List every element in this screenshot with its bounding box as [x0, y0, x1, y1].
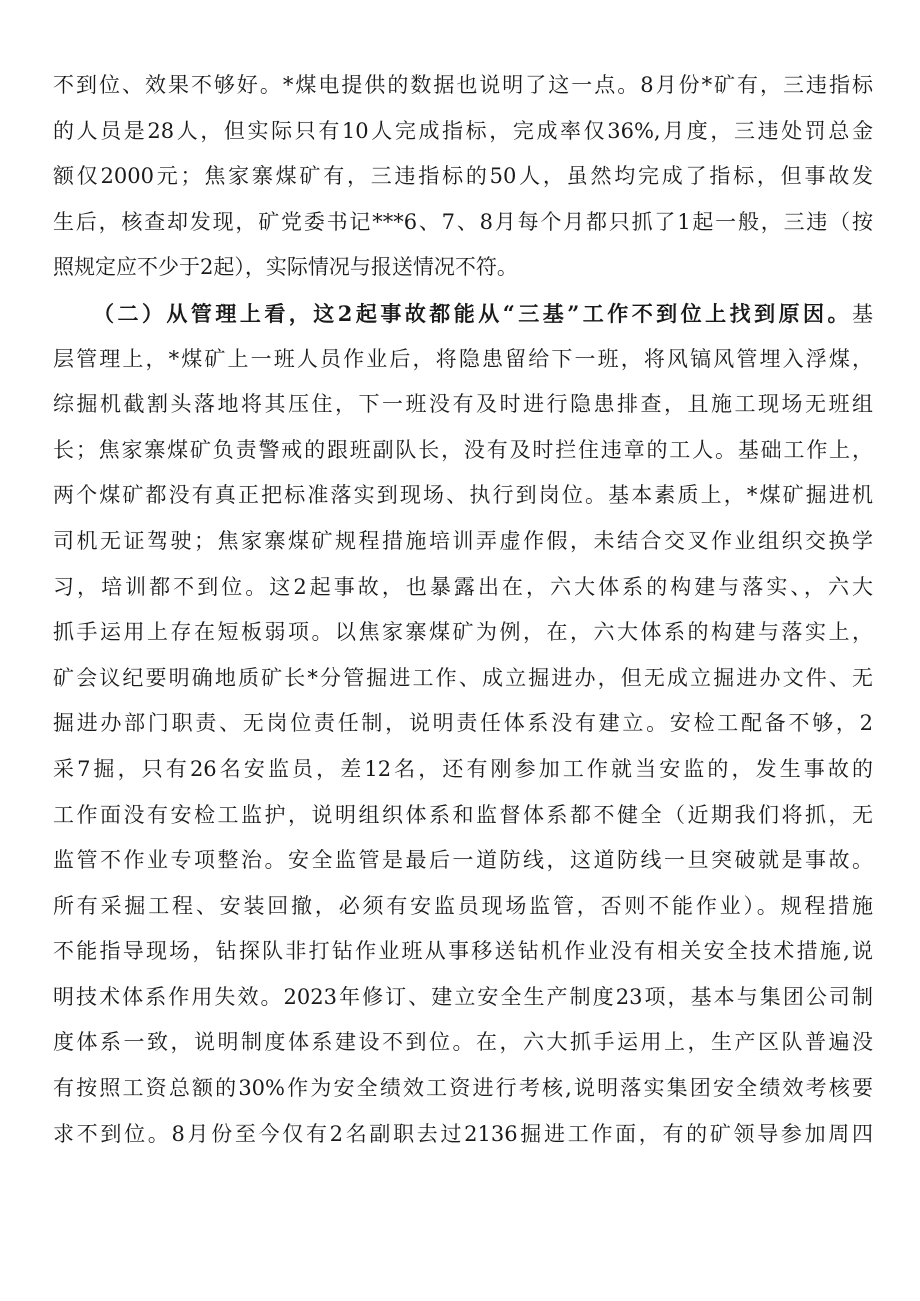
text-line: 工作面没有安检工监护，说明组织体系和监督体系都不健全（近期我们将抓，无 — [53, 802, 873, 827]
text-line: 的人员是28人，但实际只有10人完成指标，完成率仅36%,月度，三违处罚总金 — [53, 118, 873, 143]
text-line: 两个煤矿都没有真正把标准落实到现场、执行到岗位。基本素质上，*煤矿掘进机 — [53, 483, 873, 508]
text-line: 习，培训都不到位。这2起事故，也暴露出在，六大体系的构建与落实、，六大 — [53, 574, 873, 599]
section-heading: （二）从管理上看，这2起事故都能从“三基”工作不到位上找到原因。 — [93, 300, 852, 326]
text-line: 监管不作业专项整治。安全监管是最后一道防线，这道防线一旦突破就是事故。 — [53, 848, 873, 873]
section-heading-line — [53, 291, 873, 337]
text-line: 有按照工资总额的30%作为安全绩效工资进行考核,说明落实集团安全绩效考核要 — [53, 1076, 873, 1101]
text-line: 生后，核查却发现，矿党委书记***6、7、8月每个月都只抓了1起一般，三违（按 — [53, 209, 873, 234]
text-line: 不到位、效果不够好。*煤电提供的数据也说明了这一点。8月份*矿有，三违指标 — [53, 73, 873, 97]
text-line: 抓手运用上存在短板弱项。以焦家寨煤矿为例，在，六大体系的构建与落实上， — [53, 620, 873, 645]
text-line: 不能指导现场，钻探队非打钻作业班从事移送钻机作业没有相关安全技术措施,说 — [53, 939, 873, 964]
text-line: 掘进办部门职责、无岗位责任制，说明责任体系没有建立。安检工配备不够，2 — [53, 711, 873, 736]
text-line: 额仅2000元；焦家寨煤矿有，三违指标的50人，虽然均完成了指标，但事故发 — [53, 164, 873, 189]
text-line: 长；焦家寨煤矿负责警戒的跟班副队长，没有及时拦住违章的工人。基础工作上， — [53, 437, 873, 462]
text-line: 照规定应不少于2起），实际情况与报送情况不符。 — [53, 255, 518, 280]
text-line: 司机无证驾驶；焦家寨煤矿规程措施培训弄虚作假，未结合交叉作业组织交换学 — [53, 528, 873, 553]
text-line: 求不到位。8月份至今仅有2名副职去过2136掘进工作面，有的矿领导参加周四 — [53, 1121, 873, 1146]
body-text — [53, 63, 873, 1157]
text-line: 层管理上，*煤矿上一班人员作业后，将隐患留给下一班，将风镐风管埋入浮煤， — [53, 346, 873, 371]
text-line: 明技术体系作用失效。2023年修订、建立安全生产制度23项，基本与集团公司制 — [53, 984, 873, 1009]
text-line: 矿会议纪要明确地质矿长*分管掘进工作、成立掘进办，但无成立掘进办文件、无 — [53, 665, 873, 690]
text-line: 所有采掘工程、安装回撤，必须有安监员现场监管，否则不能作业）。规程措施 — [53, 893, 873, 918]
text-line: 度体系一致，说明制度体系建设不到位。在，六大抓手运用上，生产区队普遍没 — [53, 1030, 873, 1055]
text-fragment: 基 — [852, 301, 873, 326]
text-line: 综掘机截割头落地将其压住，下一班没有及时进行隐患排查，且施工现场无班组 — [53, 392, 873, 417]
text-line: 采7掘，只有26名安监员，差12名，还有刚参加工作就当安监的，发生事故的 — [53, 756, 873, 781]
